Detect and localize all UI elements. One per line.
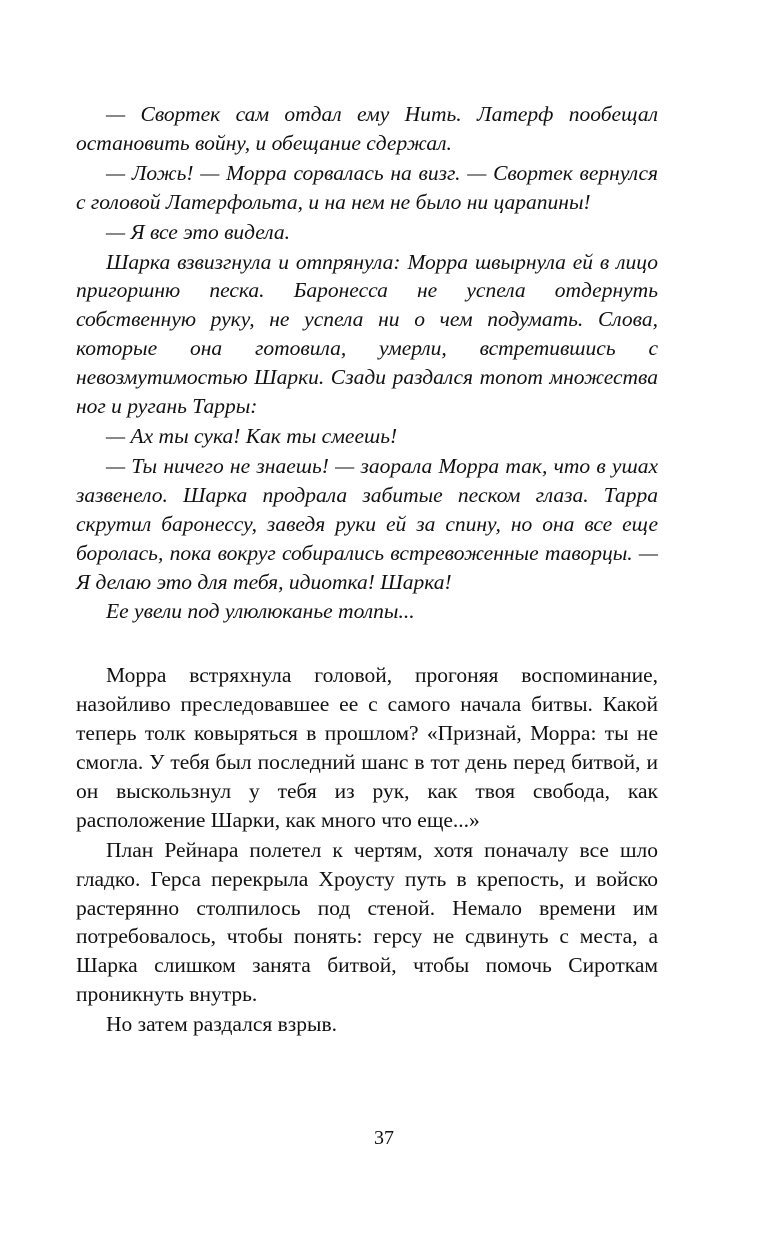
page-number: 37 [374, 1127, 394, 1149]
flashback-paragraph: — Свортек сам отдал ему Нить. Латерф пообещал остановить войну, и обещание сдержал. [76, 102, 658, 155]
flashback-paragraph: — Ты ничего не знаешь! — заорала Морра так, что в ушах зазвенело. Шарка продрала забитые песком глаза. Тарра скрутил баронессу, заведя руки ей за спину, но она все еще боролась, пока вокруг собирались встревоженные таворцы. — Я делаю это для тебя, идиотка! Шарка! [76, 453, 658, 594]
narrative-section [76, 661, 658, 1039]
narrative-paragraph: Но затем раздался взрыв. [106, 1012, 338, 1037]
flashback-paragraph: Ее увели под улюлюканье толпы... [106, 599, 415, 624]
narrative-paragraph: Морра встряхнула головой, прогоняя воспоминание, назойливо преследовавшее ее с самого начала битвы. Какой теперь толк ковыряться в прошлом? «Признай, Морра: ты не смогла. У тебя был последний шанс в тот день перед битвой, и он выскользнул у тебя из рук, как твоя свобода, как расположение Шарки, как много что еще...» [76, 663, 658, 832]
flashback-paragraph: — Ах ты сука! Как ты смеешь! [106, 423, 398, 448]
flashback-paragraph: — Ложь! — Морра сорвалась на визг. — Свортек вернулся с головой Латерфольта, и на нем не было ни царапины! [76, 160, 658, 214]
page-body [76, 100, 658, 1040]
flashback-paragraph: Шарка взвизгнула и отпрянула: Морра швырнула ей в лицо пригоршню песка. Баронесса не успела отдернуть собственную руку, не успела ни о чем подумать. Слова, которые она готовила, умерли, встретившись с невозмутимостью Шарки. Сзади раздался топот множества ног и ругань Тарры: [76, 249, 658, 419]
section-break [76, 627, 658, 661]
narrative-paragraph: План Рейнара полетел к чертям, хотя поначалу все шло гладко. Герса перекрыла Хроусту путь в крепость, и войско растерянно столпилось под стеной. Немало времени им потребовалось, чтобы понять: герсу не сдвинуть с места, а Шарка слишком занята битвой, чтобы помочь Сироткам проникнуть внутрь. [76, 837, 658, 1007]
flashback-paragraph: — Я все это видела. [106, 219, 291, 244]
flashback-section [76, 100, 658, 626]
